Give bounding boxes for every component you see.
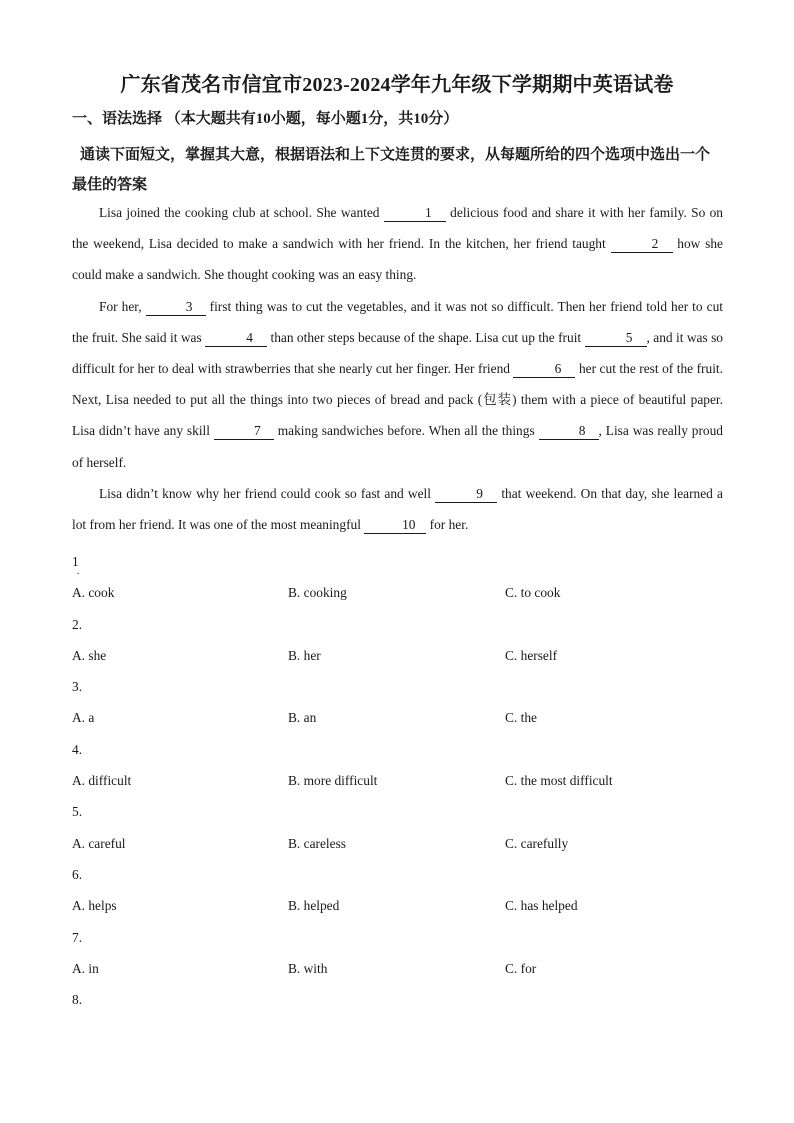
blank-2: 2	[611, 236, 673, 253]
instruction-content: 通读下面短文，掌握其大意，根据语法和上下文连贯的要求，从每题所给的四个选项中选出一个最佳的答案	[72, 147, 711, 193]
option-c[interactable]: C. has helped	[505, 898, 578, 914]
option-a[interactable]: A. cook	[72, 585, 115, 601]
blank-7: 7	[214, 423, 274, 440]
option-a[interactable]: A. difficult	[72, 773, 132, 789]
option-c[interactable]: C. to cook	[505, 585, 561, 601]
option-a[interactable]: A. she	[72, 647, 107, 663]
option-b[interactable]: B. with	[288, 960, 328, 976]
question-number: 4.	[72, 741, 83, 757]
question-number: 7.	[72, 929, 83, 945]
question-number-dot: .	[77, 566, 80, 577]
option-a[interactable]: A. helps	[72, 898, 117, 914]
option-b[interactable]: B. helped	[288, 898, 340, 914]
question-options	[72, 640, 724, 671]
option-b[interactable]: B. more difficult	[288, 773, 378, 789]
blank-1: 1	[384, 205, 446, 222]
option-b[interactable]: B. her	[288, 647, 321, 663]
blank-8: 8	[539, 423, 599, 440]
question-number: 2.	[72, 616, 83, 632]
blank-5: 5	[585, 330, 647, 347]
reading-passage	[72, 197, 723, 540]
question-number: 1 .	[72, 546, 724, 577]
blank-6: 6	[513, 361, 575, 378]
option-a[interactable]: A. careful	[72, 835, 126, 851]
question-options	[72, 890, 724, 921]
question-number: 6.	[72, 866, 83, 882]
question-options	[72, 953, 724, 984]
question-options	[72, 702, 724, 733]
option-c[interactable]: C. herself	[505, 647, 558, 663]
question-number: 5.	[72, 804, 83, 820]
option-a[interactable]: A. in	[72, 960, 99, 976]
question-number: 3.	[72, 679, 83, 695]
question-number: 8.	[72, 992, 83, 1008]
option-c[interactable]: C. for	[505, 960, 537, 976]
passage-paragraph-1: Lisa joined the cooking club at school. She wanted 1 delicious food and share it with her family. So on the weekend, Lisa decided to make a sandwich with her friend. In the kitchen, her friend taught 2 how she could make a sandwich. She thought cooking was an easy thing.	[72, 205, 724, 283]
option-b[interactable]: B. careless	[288, 835, 347, 851]
option-b[interactable]: B. cooking	[288, 585, 347, 601]
option-c[interactable]: C. the	[505, 710, 537, 726]
blank-4: 4	[205, 330, 267, 347]
blank-10: 10	[364, 517, 426, 534]
instruction-text	[72, 140, 724, 200]
blank-3: 3	[146, 299, 206, 316]
option-c[interactable]: C. carefully	[505, 835, 569, 851]
question-list	[72, 546, 724, 1015]
blank-9: 9	[435, 486, 497, 503]
section-heading: 一、语法选择 （本大题共有10小题，每小题1分，共10分）	[72, 111, 459, 127]
option-c[interactable]: C. the most difficult	[505, 773, 613, 789]
page-title: 广东省茂名市信宜市2023-2024学年九年级下学期期中英语试卷	[120, 74, 674, 96]
question-options	[72, 828, 724, 859]
passage-paragraph-2: For her, 3 first thing was to cut the vegetables, and it was not so difficult. Then her friend told her to cut the fruit. She said it was 4 than other steps because of the shape. Lisa cut up the fruit 5 , and it was so difficult for her to deal with strawberries that she nearly cut her finger. Her friend 6 her cut the rest of the fruit. Next, Lisa needed to put all the things into two pieces of bread and pack (包装) them with a piece of beautiful paper. Lisa didn’t have any skill 7 making sandwiches before. When all the things 8 , Lisa was really proud of herself.	[72, 298, 724, 470]
option-b[interactable]: B. an	[288, 710, 317, 726]
option-a[interactable]: A. a	[72, 710, 95, 726]
question-options	[72, 577, 724, 608]
question-options	[72, 765, 724, 796]
passage-paragraph-3: Lisa didn’t know why her friend could cook so fast and well 9 that weekend. On that day, she learned a lot from her friend. It was one of the most meaningful 10 for her.	[72, 485, 723, 533]
